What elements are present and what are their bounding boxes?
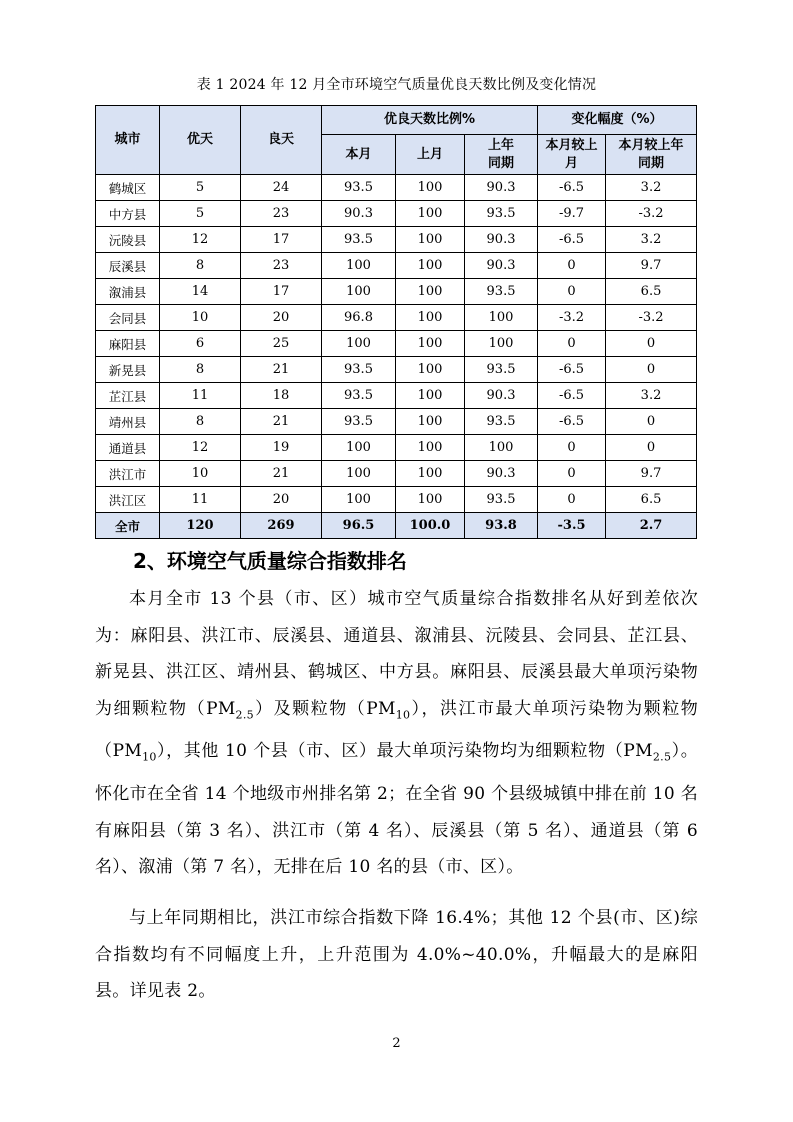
cell-vs-same-period: -3.2 [606,305,697,331]
cell-good: 23 [241,253,322,279]
table-caption: 表 1 2024 年 12 月全市环境空气质量优良天数比例及变化情况 [196,77,597,93]
table-row-total [96,513,697,539]
cell-good: 24 [241,175,322,201]
cell-vs-same-period: 3.2 [606,383,697,409]
table-row [96,409,697,435]
cell-last-month: 100 [396,409,465,435]
cell-vs-last-month: 0 [538,253,606,279]
cell-same-period: 90.3 [465,253,538,279]
cell-vs-same-period: 0 [606,409,697,435]
cell-this-month: 93.5 [322,409,396,435]
cell-same-period: 93.5 [465,279,538,305]
cell-last-month: 100 [396,435,465,461]
cell-this-month: 93.5 [322,227,396,253]
header-good: 良天 [241,106,322,175]
cell-last-month: 100 [396,305,465,331]
cell-excellent: 10 [160,461,241,487]
cell-last-month: 100 [396,331,465,357]
table-row [96,357,697,383]
cell-good: 19 [241,435,322,461]
cell-vs-same-period: 0 [606,435,697,461]
table-row [96,331,697,357]
section-heading: 2、环境空气质量综合指数排名 [133,549,407,573]
total-cell-same-period: 93.8 [465,513,538,539]
table-row [96,279,697,305]
cell-city: 芷江县 [96,383,160,409]
cell-good: 21 [241,409,322,435]
cell-excellent: 8 [160,357,241,383]
cell-vs-same-period: 6.5 [606,279,697,305]
cell-vs-last-month: 0 [538,487,606,513]
cell-this-month: 96.8 [322,305,396,331]
cell-this-month: 93.5 [322,357,396,383]
cell-city: 通道县 [96,435,160,461]
cell-vs-last-month: -6.5 [538,383,606,409]
cell-excellent: 12 [160,227,241,253]
cell-last-month: 100 [396,383,465,409]
cell-good: 21 [241,357,322,383]
cell-city: 会同县 [96,305,160,331]
cell-this-month: 100 [322,253,396,279]
cell-vs-last-month: -6.5 [538,175,606,201]
cell-excellent: 8 [160,253,241,279]
cell-city: 中方县 [96,201,160,227]
cell-same-period: 93.5 [465,409,538,435]
table-body [96,175,697,539]
cell-this-month: 90.3 [322,201,396,227]
cell-excellent: 5 [160,201,241,227]
header-last-month: 上月 [396,135,465,175]
cell-vs-last-month: -6.5 [538,357,606,383]
cell-good: 20 [241,305,322,331]
cell-city: 洪江市 [96,461,160,487]
table-row [96,227,697,253]
cell-vs-same-period: 0 [606,331,697,357]
cell-vs-last-month: 0 [538,461,606,487]
cell-same-period: 100 [465,305,538,331]
cell-good: 20 [241,487,322,513]
cell-same-period: 90.3 [465,175,538,201]
header-city: 城市 [96,106,160,175]
cell-this-month: 100 [322,331,396,357]
cell-last-month: 100 [396,357,465,383]
cell-vs-same-period: 6.5 [606,487,697,513]
table-row [96,253,697,279]
paragraph-comparison: 与上年同期相比，洪江市综合指数下降 16.4%；其他 12 个县(市、区)综合指数均有不同幅度上升，上升范围为 4.0%~40.0%，升幅最大的是麻阳县。详见表 2。 [95,908,698,1001]
cell-city: 洪江区 [96,487,160,513]
cell-city: 麻阳县 [96,331,160,357]
cell-vs-same-period: 9.7 [606,253,697,279]
cell-vs-same-period: 0 [606,357,697,383]
cell-last-month: 100 [396,201,465,227]
cell-good: 25 [241,331,322,357]
header-vs-last-month: 本月较上月 [538,135,606,175]
total-cell-good: 269 [241,513,322,539]
cell-same-period: 93.5 [465,357,538,383]
cell-city: 靖州县 [96,409,160,435]
cell-this-month: 100 [322,435,396,461]
cell-vs-last-month: 0 [538,279,606,305]
cell-excellent: 11 [160,383,241,409]
total-cell-city: 全市 [96,513,160,539]
cell-this-month: 93.5 [322,175,396,201]
cell-this-month: 100 [322,279,396,305]
cell-excellent: 5 [160,175,241,201]
cell-same-period: 100 [465,435,538,461]
table-row [96,305,697,331]
cell-city: 鹤城区 [96,175,160,201]
cell-excellent: 8 [160,409,241,435]
cell-vs-same-period: 3.2 [606,175,697,201]
cell-good: 21 [241,461,322,487]
cell-last-month: 100 [396,461,465,487]
header-excellent: 优天 [160,106,241,175]
cell-vs-last-month: 0 [538,435,606,461]
table-row [96,383,697,409]
cell-good: 17 [241,279,322,305]
cell-excellent: 11 [160,487,241,513]
table-row [96,461,697,487]
cell-good: 18 [241,383,322,409]
cell-vs-last-month: -6.5 [538,409,606,435]
cell-last-month: 100 [396,279,465,305]
cell-excellent: 6 [160,331,241,357]
cell-same-period: 93.5 [465,487,538,513]
cell-vs-same-period: 9.7 [606,461,697,487]
cell-last-month: 100 [396,253,465,279]
header-vs-same-period: 本月较上年同期 [606,135,697,175]
cell-city: 溆浦县 [96,279,160,305]
cell-last-month: 100 [396,227,465,253]
total-cell-vs-same-period: 2.7 [606,513,697,539]
total-cell-last-month: 100.0 [396,513,465,539]
header-change-group: 变化幅度（%） [538,106,697,135]
cell-same-period: 93.5 [465,201,538,227]
cell-this-month: 100 [322,487,396,513]
header-same-period: 上年同期 [465,135,538,175]
total-cell-this-month: 96.5 [322,513,396,539]
cell-vs-last-month: -3.2 [538,305,606,331]
cell-last-month: 100 [396,175,465,201]
total-cell-vs-last-month: -3.5 [538,513,606,539]
cell-vs-same-period: -3.2 [606,201,697,227]
cell-vs-last-month: -6.5 [538,227,606,253]
cell-city: 沅陵县 [96,227,160,253]
cell-same-period: 100 [465,331,538,357]
cell-good: 23 [241,201,322,227]
cell-excellent: 10 [160,305,241,331]
cell-excellent: 12 [160,435,241,461]
cell-same-period: 90.3 [465,383,538,409]
page-number: 2 [392,1036,401,1051]
air-quality-table [95,105,697,539]
total-cell-excellent: 120 [160,513,241,539]
cell-this-month: 100 [322,461,396,487]
table-row [96,201,697,227]
cell-city: 辰溪县 [96,253,160,279]
cell-excellent: 14 [160,279,241,305]
cell-same-period: 90.3 [465,461,538,487]
cell-city: 新晃县 [96,357,160,383]
cell-this-month: 93.5 [322,383,396,409]
cell-good: 17 [241,227,322,253]
cell-same-period: 90.3 [465,227,538,253]
cell-last-month: 100 [396,487,465,513]
table-row [96,435,697,461]
header-this-month: 本月 [322,135,396,175]
paragraph-ranking: 本月全市 13 个县（市、区）城市空气质量综合指数排名从好到差依次为：麻阳县、洪江市、辰溪县、通道县、溆浦县、沅陵县、会同县、芷江县、新晃县、洪江区、靖州县、鹤城区、中方县。麻阳县、辰溪县最大单项污染物为细颗粒物$(PM_{2.5})$及颗粒物$(PM_{10})$，洪江市最大单项污染物为颗粒物$(PM_{10})$，其他 10 个县（市、区）最大单项污染物均为细颗粒物$(PM_{2.5})$。怀化市在全省 14 个地级市州排名第 2；在全省 90 个县级城镇中排在前 10 名有麻阳县（第 3 名）、洪江市（第 4 名）、辰溪县（第 5 名）、通道县（第 6 名）、溆浦（第 7 名），无排在后 10 名的县（市、区）。 [95,589,699,878]
cell-vs-same-period: 3.2 [606,227,697,253]
cell-vs-last-month: 0 [538,331,606,357]
header-ratio-group: 优良天数比例% [322,106,538,135]
table-row [96,487,697,513]
cell-vs-last-month: -9.7 [538,201,606,227]
table-row [96,175,697,201]
